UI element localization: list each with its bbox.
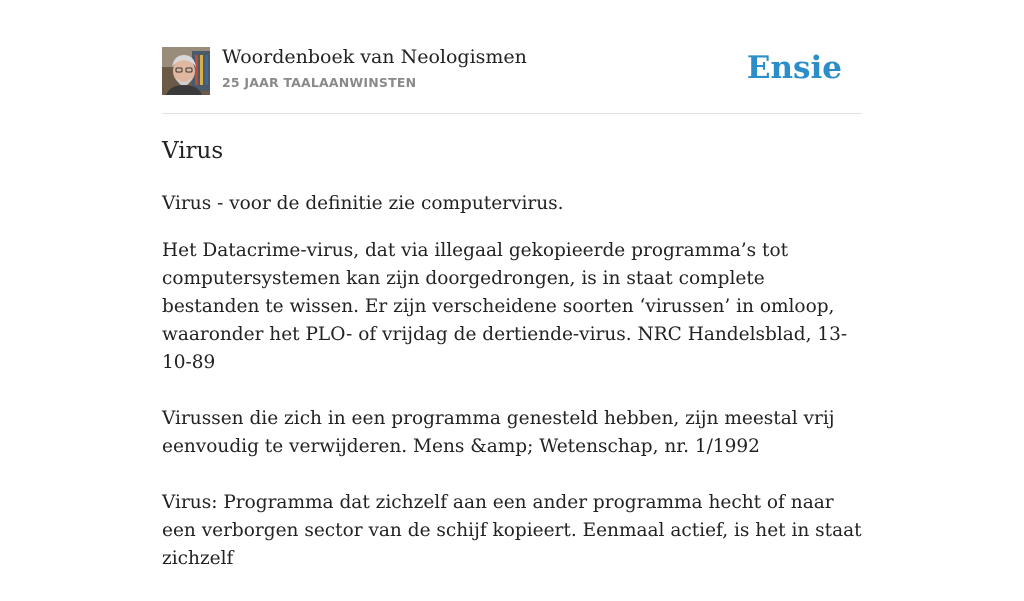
article-body bbox=[162, 190, 862, 601]
quote-paragraph: Virussen die zich in een programma genesteld hebben, zijn meestal vrij eenvoudig te verwijderen. Mens &amp; Wetenschap, nr. 1/1992 bbox=[162, 408, 835, 457]
publication-header bbox=[162, 46, 862, 96]
publication-tagline: 25 JAAR TAALAANWINSTEN bbox=[222, 75, 417, 90]
ensie-logo[interactable]: Ensie bbox=[746, 50, 842, 86]
definition-paragraph: Virus - voor de definitie zie computervirus. bbox=[162, 193, 564, 214]
publication-name[interactable]: Woordenboek van Neologismen bbox=[222, 46, 527, 68]
avatar-portrait-icon bbox=[162, 47, 210, 95]
quote-paragraph: Het Datacrime-virus, dat via illegaal gekopieerde programma’s tot computersystemen kan zijn doorgedrongen, is in staat complete bestanden te wissen. Er zijn verscheidene soorten ‘virussen’ in omloop, waaronder het PLO- of vrijdag de dertiende-virus. NRC Handelsblad, 13-10-89 bbox=[162, 240, 848, 373]
quote-paragraph: Virus: Programma dat zichzelf aan een ander programma hecht of naar een verborgen sector van de schijf kopieert. Eenmaal actief, is het in staat zichzelf bbox=[162, 492, 862, 569]
header-divider bbox=[162, 113, 862, 114]
author-avatar[interactable] bbox=[162, 47, 210, 95]
article-title: Virus bbox=[162, 138, 224, 164]
